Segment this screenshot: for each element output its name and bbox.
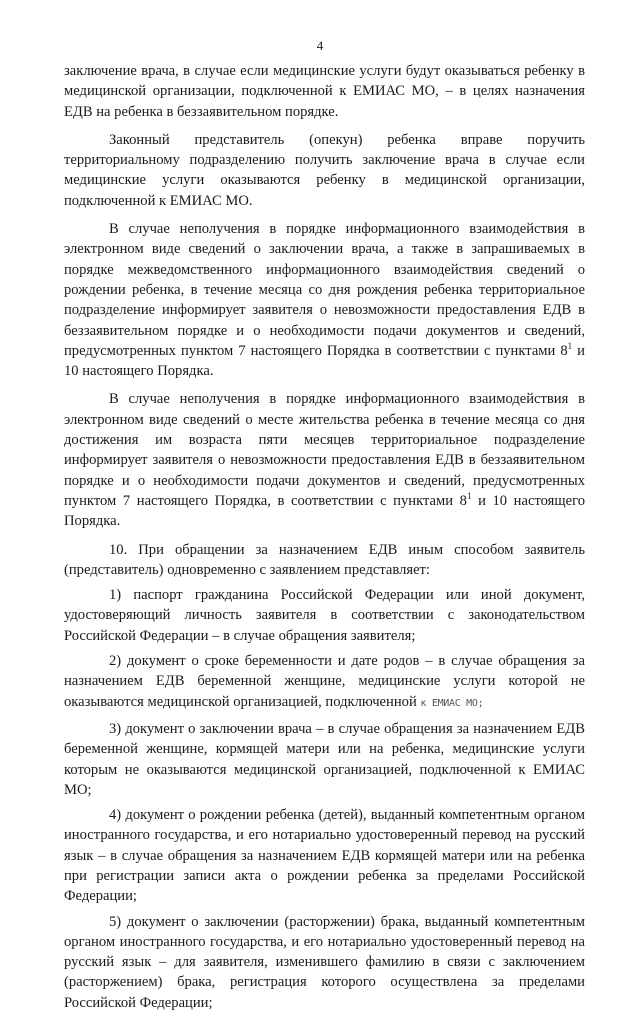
page-number: 4 <box>316 38 324 53</box>
paragraph-non-receipt-doctor-conclusion <box>64 219 585 381</box>
paragraph-legal-representative: Законный представитель (опекун) ребенка вправе поручить территориальному подразделению получить заключение врача в случае если медицинские услуги оказываются ребенку в медицинской организации, подключенной к ЕМИАС МО. <box>64 131 585 209</box>
paragraph-non-receipt-residence <box>64 389 585 531</box>
superscript-reference: 1 <box>466 490 472 501</box>
paragraph-text: В случае неполучения в порядке информационного взаимодействия в электронном виде сведений о месте жительства ребенка в течение месяца со дня достижения им возраста пяти месяцев территориальное подразделение информирует заявителя о невозможности предоставления ЕДВ в беззаявительном порядке и о необходимости подачи документов и сведений, предусмотренных пунктом 7 настоящего Порядка, в соответствии с пунктами 8 <box>64 391 585 509</box>
document-body <box>64 61 585 1018</box>
paragraph-text: В случае неполучения в порядке информационного взаимодействия в электронном виде сведений о заключении врача, а также в запрашиваемых в порядке межведомственного информационного взаимодействия сведений о рождении ребенка, в течение месяца со дня рождения ребенка территориальное подразделение информирует заявителя о невозможности предоставления ЕДВ в беззаявительном порядке и о необходимости подачи документов и сведений, предусмотренных пунктом 7 настоящего Порядка в соответствии с пунктами 8 <box>64 221 585 359</box>
list-item-marriage-document: 5) документ о заключении (расторжении) брака, выданный компетентным органом иностранного государства, и его нотариально удостоверенный перевод на русский язык – для заявителя, изменившего фамилию в связи с заключением (расторжением) брака, регистрация которого осуществлена за пределами Российской Федерации; <box>64 913 585 1011</box>
list-item-passport: 1) паспорт гражданина Российской Федерации или иной документ, удостоверяющий личность заявителя в соответствии с законодательством Российской Федерации – в случае обращения заявителя; <box>64 587 585 644</box>
paragraph-continuation: заключение врача, в случае если медицинские услуги будут оказываться ребенку в медицинской организации, подключенной к ЕМИАС МО, – в целях назначения ЕДВ на ребенка в беззаявительном порядке. <box>64 63 585 120</box>
paragraph-text: и 10 настоящего Порядка. <box>64 342 585 380</box>
list-item-text: 2) документ о сроке беременности и дате родов – в случае обращения за назначением ЕДВ беременной женщине, медицинские услуги которой не оказываются медицинской организацией, подключенной <box>64 653 585 710</box>
list-item-doctor-conclusion: 3) документ о заключении врача – в случае обращения за назначением ЕДВ беременной женщине, кормящей матери или на ребенка, медицинские услуги которым не оказываются медицинской организацией, подключенной к ЕМИАС МО; <box>64 720 585 798</box>
handwritten-insertion: к ЕМИАС МО; <box>420 697 484 709</box>
list-item-pregnancy-document <box>64 651 585 714</box>
paragraph-text: и 10 настоящего Порядка. <box>64 492 585 530</box>
paragraph-point-10: 10. При обращении за назначением ЕДВ иным способом заявитель (представитель) одновременно с заявлением представляет: <box>64 541 585 578</box>
list-item-birth-document: 4) документ о рождении ребенка (детей), выданный компетентным органом иностранного государства, и его нотариально удостоверенный перевод на русский язык – в случае обращения за назначением ЕДВ кормящей матери или на ребенка при регистрации записи акта о рождении ребенка за пределами Российской Федерации; <box>64 807 585 905</box>
superscript-reference: 1 <box>567 340 573 351</box>
